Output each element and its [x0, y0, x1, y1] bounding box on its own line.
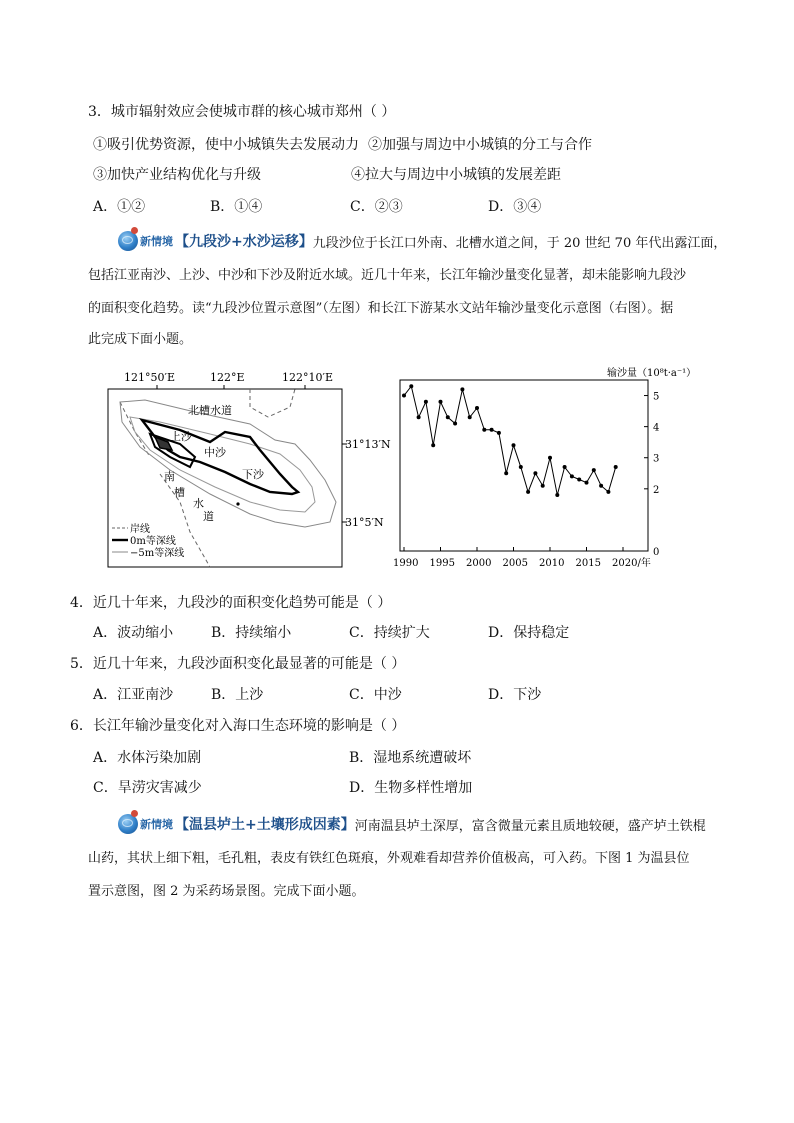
q6-option-a[interactable]: A．水体污染加剧	[93, 750, 202, 766]
q6-option-c[interactable]: C．旱涝灾害减少	[93, 780, 202, 796]
q4-option-a[interactable]: A．波动缩小	[93, 625, 174, 641]
context-intro-line-2: 包括江亚南沙、上沙、中沙和下沙及附近水域。近几十年来，长江年输沙量变化显著，却未能影响九段沙	[88, 268, 687, 283]
data-point-2016	[592, 468, 596, 472]
data-point-1992	[417, 415, 421, 419]
x-tick-label-2015: 2015	[575, 558, 601, 569]
data-point-2004	[504, 471, 508, 475]
lat-label-1: 31°13′N	[345, 438, 391, 451]
context-intro-line-4: 此完成下面小题。	[88, 332, 193, 347]
legend-0m: 0m等深线	[130, 536, 176, 547]
q3-option-c[interactable]: C．②③	[350, 199, 403, 215]
context-topic-2: 【温县垆土+土壤形成因素】	[175, 817, 355, 833]
data-point-2015	[585, 481, 589, 485]
data-point-2000	[475, 406, 479, 410]
context-intro-line-3: 的面积变化趋势。读“九段沙位置示意图”（左图）和长江下游某水文站年输沙量变化示意图（右图）。据	[88, 301, 674, 316]
y-tick-label-2: 2	[653, 484, 660, 496]
map-label-lower-sand: 下沙	[242, 468, 264, 481]
data-point-2013	[570, 474, 574, 478]
data-point-2011	[555, 493, 559, 497]
data-point-2014	[577, 477, 581, 481]
q3-option-d[interactable]: D．③④	[488, 199, 542, 215]
data-point-2007	[526, 490, 530, 494]
new-context-badge	[118, 230, 726, 252]
x-tick-label-2020: 2020/年	[612, 558, 651, 569]
q5-option-d[interactable]: D．下沙	[488, 687, 542, 703]
context2-intro-line-3: 置示意图，图 2 为采药场景图。完成下面小题。	[88, 884, 365, 899]
q4-stem: 4．近几十年来，九段沙的面积变化趋势可能是（ ）	[70, 595, 392, 611]
context2-intro-line-1: 河南温县垆土深厚，富含微量元素且质地较硬，盛产垆土铁棍	[354, 818, 706, 834]
q5-option-c[interactable]: C．中沙	[349, 687, 402, 703]
context2-intro-line-2: 山药，其状上细下粗，毛孔粗，表皮有铁红色斑痕，外观难看却营养价值极高，可入药。下图 1 为温县位	[88, 851, 690, 866]
map-label-south-1: 南	[164, 470, 175, 483]
data-point-2018	[606, 490, 610, 494]
y-tick-label-4: 4	[653, 422, 660, 434]
jiuduansha-location-map	[100, 362, 391, 572]
q3-stem: 3．城市辐射效应会使城市群的核心城市郑州（ ）	[88, 104, 396, 120]
new-context-badge-2	[118, 813, 706, 835]
lon-label-1: 121°50′E	[124, 371, 176, 384]
legend-5m: −5m等深线	[130, 548, 185, 559]
data-point-2006	[519, 465, 523, 469]
globe-icon	[118, 814, 138, 834]
chart-frame	[400, 380, 648, 551]
data-point-2019	[614, 465, 618, 469]
q6-option-d[interactable]: D．生物多样性增加	[349, 780, 473, 796]
q4-option-b[interactable]: B．持续缩小	[211, 625, 292, 641]
badge-label: 新情境	[140, 235, 173, 248]
data-point-2001	[482, 428, 486, 432]
q5-stem: 5．近几十年来，九段沙面积变化最显著的可能是（ ）	[70, 656, 406, 672]
data-point-1997	[453, 422, 457, 426]
data-point-1998	[460, 387, 464, 391]
data-point-2010	[548, 456, 552, 460]
data-point-2008	[533, 471, 537, 475]
map-label-upper-sand: 上沙	[170, 430, 192, 443]
q3-item-3: ③加快产业结构优化与升级	[93, 167, 261, 183]
lon-label-3: 122°10′E	[282, 371, 334, 384]
badge-label-2: 新情境	[140, 818, 173, 831]
lat-label-2: 31°5′N	[345, 516, 384, 529]
data-point-2005	[512, 443, 516, 447]
q6-stem: 6．长江年输沙量变化对入海口生态环境的影响是（ ）	[70, 718, 406, 734]
series-line	[404, 386, 616, 495]
data-point-1995	[439, 400, 443, 404]
q5-option-b[interactable]: B．上沙	[211, 687, 264, 703]
legend-shoreline: 岸线	[130, 524, 150, 535]
x-tick-label-2000: 2000	[466, 558, 492, 569]
data-point-1994	[431, 443, 435, 447]
q4-option-c[interactable]: C．持续扩大	[349, 625, 430, 641]
q4-option-d[interactable]: D．保持稳定	[488, 625, 570, 641]
q3-option-b[interactable]: B．①④	[210, 199, 263, 215]
context-intro-line-1: 九段沙位于长江口外南、北槽水道之间，于 20 世纪 70 年代出露江面，	[312, 235, 727, 251]
x-tick-label-2005: 2005	[502, 558, 528, 569]
map-label-south-3: 水	[193, 497, 204, 510]
x-tick-label-1990: 1990	[393, 558, 419, 569]
sediment-load-chart	[395, 362, 715, 572]
x-tick-label-2010: 2010	[539, 558, 565, 569]
data-point-2009	[541, 484, 545, 488]
data-point-2002	[490, 428, 494, 432]
q3-item-2: ②加强与周边中小城镇的分工与合作	[368, 137, 592, 153]
y-tick-label-3: 3	[653, 453, 660, 465]
chart-ylabel: 输沙量（10⁸t·a⁻¹）	[607, 368, 697, 379]
y-tick-label-5: 5	[653, 391, 660, 403]
y-tick-label-0: 0	[653, 547, 660, 558]
q6-option-b[interactable]: B．湿地系统遭破坏	[349, 750, 472, 766]
x-tick-label-1995: 1995	[429, 558, 455, 569]
map-label-south-4: 道	[203, 510, 214, 523]
data-point-1993	[424, 400, 428, 404]
data-point-1999	[468, 415, 472, 419]
data-point-1991	[409, 384, 413, 388]
data-point-1990	[402, 394, 406, 398]
map-label-north-channel: 北槽水道	[188, 404, 232, 417]
q5-option-a[interactable]: A．江亚南沙	[93, 687, 174, 703]
lon-label-2: 122°E	[210, 371, 245, 384]
map-label-middle-sand: 中沙	[204, 446, 226, 459]
data-point-2003	[497, 431, 501, 435]
data-point-1996	[446, 415, 450, 419]
map-label-south-2: 槽	[174, 486, 185, 499]
q3-option-a[interactable]: A．①②	[93, 199, 146, 215]
q3-item-1: ①吸引优势资源，使中小城镇失去发展动力	[93, 137, 359, 153]
globe-icon	[118, 231, 138, 251]
data-point-2012	[563, 465, 567, 469]
q3-item-4: ④拉大与周边中小城镇的发展差距	[351, 167, 561, 183]
data-point-2017	[599, 484, 603, 488]
context-topic: 【九段沙+水沙运移】	[175, 234, 313, 250]
